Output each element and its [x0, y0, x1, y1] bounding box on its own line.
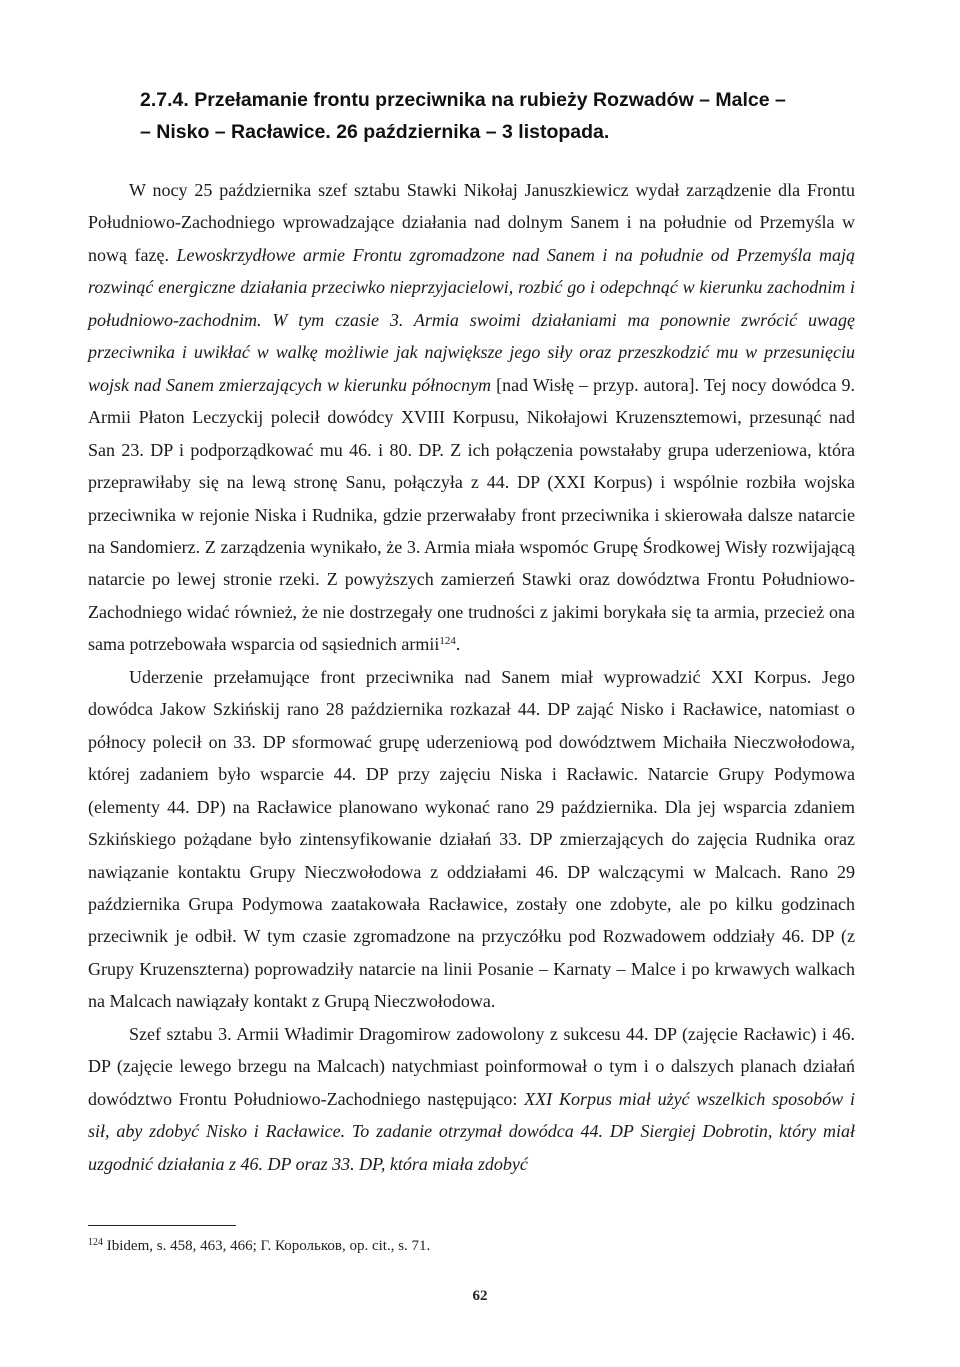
paragraph-3-text: Szef sztabu 3. Armii Władimir Dragomirow zadowolony z sukcesu 44. DP (zajęcie Racławic) i 46. DP (zajęcie lewego brzegu na Malcach) natychmiast poinformował o tym i o dalszych planach działań dowództwo Frontu Południowo-Zachodniego następująco: — [88, 1023, 855, 1109]
body-text — [88, 174, 855, 1180]
footnote-text: Ibidem, s. 458, 463, 466; Г. Корольков, op. cit., s. 71. — [106, 1238, 431, 1254]
paragraph-3 — [88, 1018, 855, 1180]
paragraph-1-end: . — [455, 634, 461, 655]
paragraph-2: Uderzenie przełamujące front przeciwnika nad Sanem miał wyprowadzić XXI Korpus. Jego dowódca Jakow Szkińskij rano 28 października rozkazał 44. DP zająć Nisko i Racławice, natomiast o północy polecił on 33. DP sformować grupę uderzeniową pod dowództwem Michaiła Nieczwołodowa, której zadaniem było wsparcie 44. DP przy zajęciu Niska i Racławic. Natarcie Grupy Podymowa (elementy 44. DP) na Racławice planowano wykonać rano 29 października. Dla jej wsparcia zdaniem Szkińskiego pożądane było zintensyfikowanie działań 33. DP zmierzających do zajęcia Rudnika oraz nawiązanie kontaktu Grupy Nieczwołodowa z oddziałami 46. DP walczącymi w Malcach. Rano 29 października Grupa Podymowa zaatakowała Racławice, zostały one zdobyte, ale po kilku godzinach przeciwnik je odbił. W tym czasie zgromadzone na przyczółku pod Rozwadowem oddziały 46. DP (z Grupy Kruzenszterna) poprowadziły natarcie na linii Posanie – Karnaty – Malce i po krwawych walkach na Malcach nawiązały kontakt z Grupą Nieczwołodowa. — [88, 666, 855, 1012]
footnote-divider — [88, 1225, 236, 1226]
paragraph-1-text: W nocy 25 października szef sztabu Stawki Nikołaj Januszkiewicz wydał zarządzenie dla Frontu Południowo-Zachodniego wprowadzające działania nad dolnym Sanem i na południe od Przemyśla w nową fazę. — [88, 180, 855, 265]
paragraph-1-continuation: [nad Wisłę – przyp. autora]. Tej nocy dowódca 9. Armii Płaton Leczyckij polecił dowódcy XVIII Korpusu, Nikołajowi Kruzensztemowi, przesunąć nad San 23. DP i podporządkować mu 46. i 80. DP. Z ich połączenia powstałaby grupa uderzeniowa, która przeprawiłaby się na lewą stronę Sanu, połączyła z 44. DP (XXI Korpus) i wspólnie rozbiła wojska przeciwnika w rejonie Niska i Rudnika, gdzie przerwałaby front przeciwnika i skierowała dalsze natarcie na Sandomierz. Z zarządzenia wynikało, że 3. Armia miała wspomóc Grupę Środkowej Wisły rozwijającą natarcie po lewej stronie rzeki. Z powyższych zamierzeń Stawki oraz dowództwa Frontu Południowo-Zachodniego widać również, że nie dostrzegały one trudności z jakimi borykała się ta armia, przecież ona sama potrzebowała wsparcia od sąsiednich armii — [88, 374, 856, 655]
section-heading — [140, 84, 820, 148]
footnote-reference[interactable]: 124 — [439, 635, 456, 648]
quotation-order: Lewoskrzydłowe armie Frontu zgromadzone nad Sanem i na południe od Przemyśla mają rozwinąć energiczne działania przeciwko nieprzyjacielowi, rozbić go i odepchnąć w kierunku zachodnim i południowo-zachodnim. W tym czasie 3. Armia swoimi działaniami ma ponownie zwrócić uwagę przeciwnika i uwikłać w walkę możliwie jak największe jego siły oraz przeszkodzić mu w przesunięciu wojsk nad Sanem zmierzających w kierunku północnym — [88, 244, 855, 395]
section-heading-line-2: – Nisko – Racławice. 26 października – 3 listopada. — [140, 121, 610, 143]
section-heading-line-1: 2.7.4. Przełamanie frontu przeciwnika na rubieży Rozwadów – Malce – — [140, 89, 786, 111]
paragraph-1 — [88, 174, 855, 661]
footnote-number: 124 — [88, 1237, 103, 1248]
page-number: 62 — [472, 1288, 488, 1304]
quotation-report: XXI Korpus miał użyć wszelkich sposobów i sił, aby zdobyć Nisko i Racławice. To zadanie otrzymał dowódca 44. DP Siergiej Dobrotin, który miał uzgodnić działania z 46. DP oraz 33. DP, która miała zdobyć — [88, 1088, 855, 1174]
footnote — [88, 1236, 848, 1256]
